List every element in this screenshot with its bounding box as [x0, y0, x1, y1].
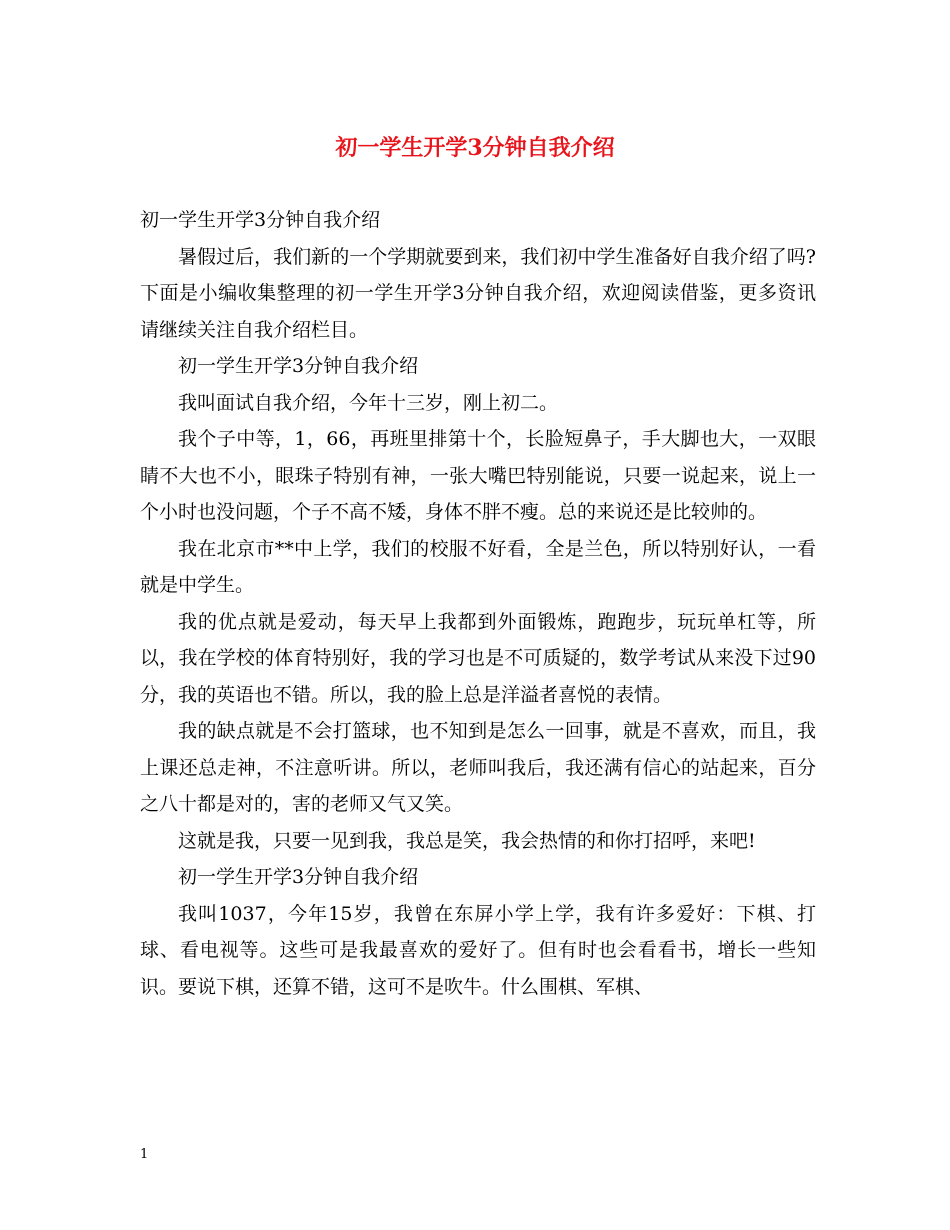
paragraph-heading: 初一学生开学3分钟自我介绍 [178, 866, 419, 888]
paragraph: 我的优点就是爱动，每天早上我都到外面锻炼，跑跑步，玩玩单杠等，所以，我在学校的体育特别好，我的学习也是不可质疑的，数学考试从来没下过90分，我的英语也不错。所以，我的脸上总是洋溢者喜悦的表情。 [140, 610, 816, 706]
paragraph: 我的缺点就是不会打篮球，也不知到是怎么一回事，就是不喜欢，而且，我上课还总走神，不注意听讲。所以，老师叫我后，我还满有信心的站起来，百分之八十都是对的，害的老师又气又笑。 [140, 720, 816, 815]
paragraph: 这就是我，只要一见到我，我总是笑，我会热情的和你打招呼，来吧! [178, 829, 756, 852]
page-number: 1 [140, 1147, 149, 1162]
paragraph-heading: 初一学生开学3分钟自我介绍 [178, 355, 419, 377]
paragraph: 我叫面试自我介绍，今年十三岁，刚上初二。 [178, 391, 559, 414]
document-body [140, 202, 816, 1005]
paragraph: 我个子中等，1，66，再班里排第十个，长脸短鼻子，手大脚也大，一双眼睛不大也不小，眼珠子特别有神，一张大嘴巴特别能说，只要一说起来，说上一个小时也没问题，个子不高不矮，身体不胖不瘦。总的来说还是比较帅的。 [140, 428, 816, 523]
paragraph-heading: 初一学生开学3分钟自我介绍 [140, 209, 381, 231]
paragraph: 我叫1037，今年15岁，我曾在东屏小学上学，我有许多爱好：下棋、打球、看电视等。这些可是我最喜欢的爱好了。但有时也会看看书，增长一些知识。要说下棋，还算不错，这可不是吹牛。什么围棋、军棋、 [140, 902, 816, 998]
document-title: 初一学生开学3分钟自我介绍 [335, 135, 615, 161]
paragraph: 暑假过后，我们新的一个学期就要到来，我们初中学生准备好自我介绍了吗?下面是小编收集整理的初一学生开学3分钟自我介绍，欢迎阅读借鉴，更多资讯请继续关注自我介绍栏目。 [140, 245, 816, 341]
paragraph: 我在北京市**中上学，我们的校服不好看，全是兰色，所以特别好认，一看就是中学生。 [140, 537, 816, 596]
